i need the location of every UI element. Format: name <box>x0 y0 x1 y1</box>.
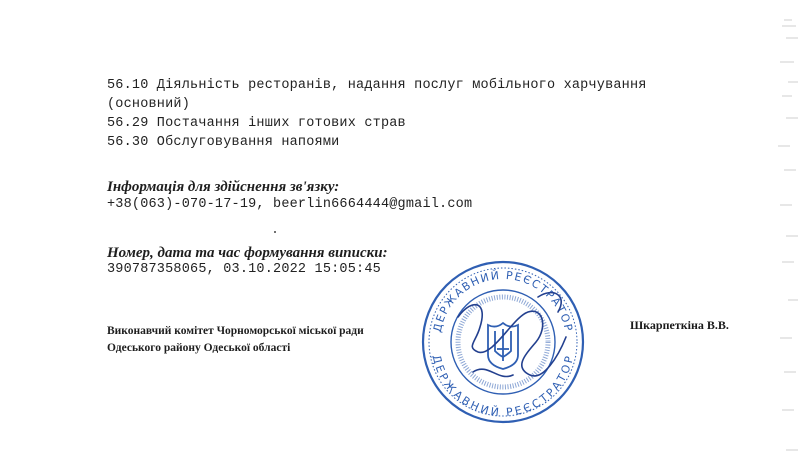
official-stamp <box>418 257 588 427</box>
signer-name: Шкарпеткіна В.В. <box>630 318 729 332</box>
authority-line-2: Одеського району Одеської області <box>107 342 291 354</box>
activity-line-4: 56.30 Обслуговування напоями <box>107 135 340 150</box>
activity-line-3: 56.29 Постачання інших готових страв <box>107 116 406 131</box>
extract-value: 390787358065, 03.10.2022 15:05:45 <box>107 262 381 277</box>
stamp-top-text: ДЕРЖАВНИЙ РЕЄСТРАТОР <box>430 268 576 334</box>
activity-line-1: 56.10 Діяльність ресторанів, надання послуг мобільного харчування <box>107 78 647 93</box>
stamp-bottom-text: ДЕРЖАВНИЙ РЕЄСТРАТОР <box>429 353 577 420</box>
authority-line-1: Виконавчий комітет Чорноморської міської ради <box>107 325 364 337</box>
contact-heading: Інформація для здійснення зв'язку: <box>107 179 340 195</box>
scan-edge-marks <box>688 0 800 475</box>
stray-dot <box>274 231 276 233</box>
contact-value: +38(063)-070-17-19, beerlin6664444@gmail.com <box>107 197 473 212</box>
extract-heading: Номер, дата та час формування виписки: <box>107 245 388 261</box>
activity-line-2: (основний) <box>107 97 191 112</box>
issuing-authority <box>107 323 364 357</box>
